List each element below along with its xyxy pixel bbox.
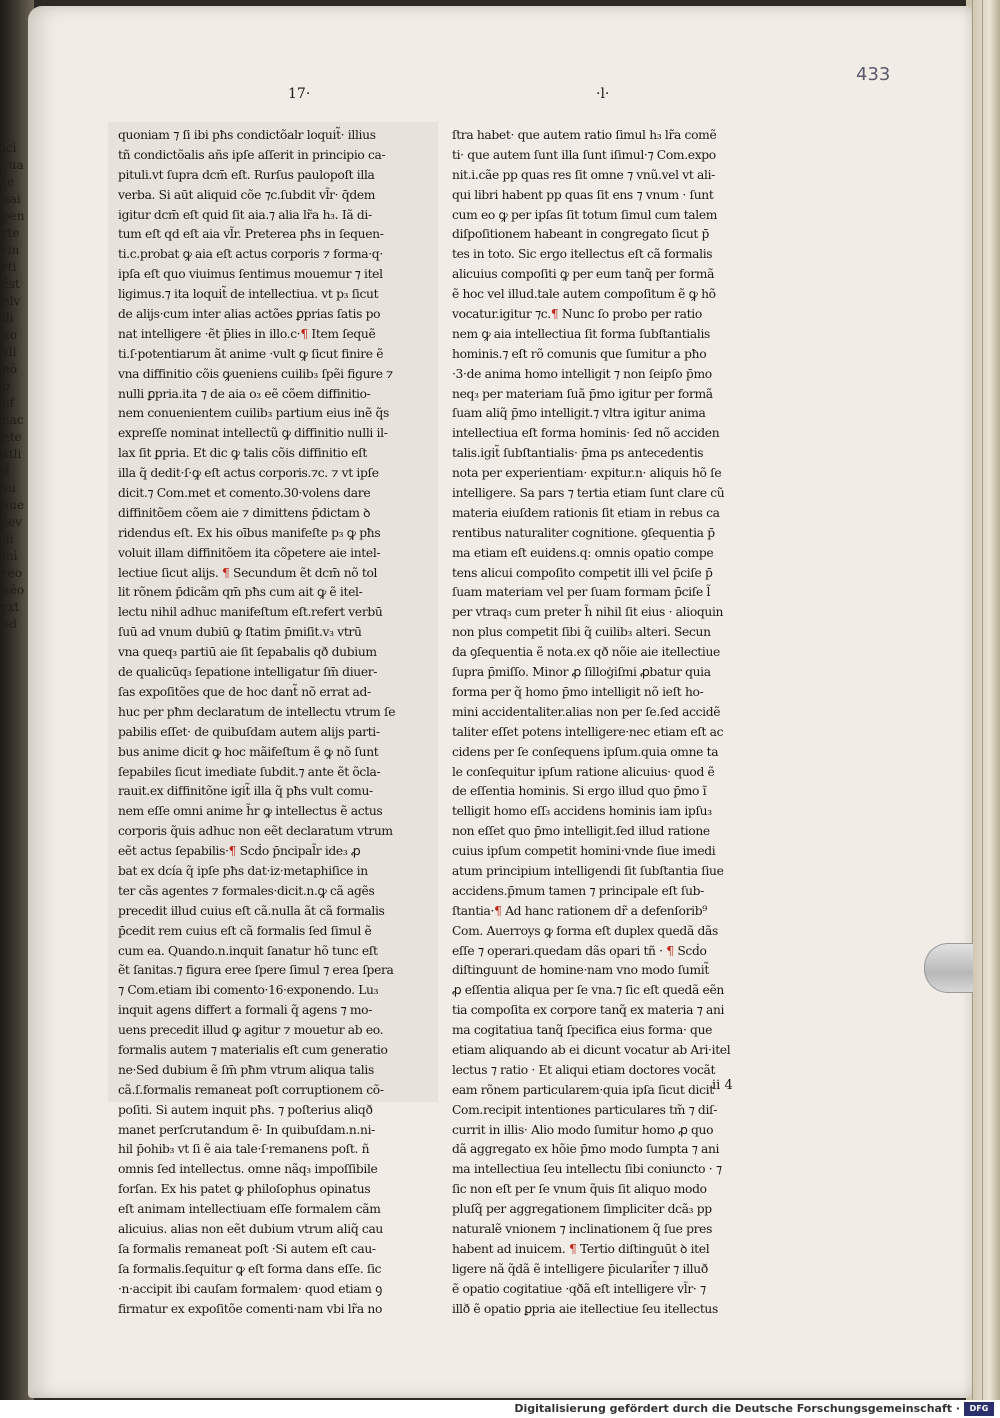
text-line: tum eſt qd eſt aia vl̃r. Preterea pħs in ſequen‑ bbox=[118, 227, 384, 242]
text-line: etiam aliquando ab ei dicunt vocatur ab Ari·itel bbox=[452, 1042, 731, 1057]
text-line: firmatur ex expoſitõe comenti·nam vbi lr̃a no bbox=[118, 1301, 383, 1316]
text-line: lectiue ſicut alijs. ¶ Secundum ẽt dcm̄ nõ tol bbox=[118, 565, 378, 580]
text-line: tes in toto. Sic ergo itellectus eſt cã formalis bbox=[452, 247, 713, 262]
text-line: ⁊ Com.etiam ibi comento·16·exponendo. Lu₃ bbox=[118, 983, 379, 998]
text-line: lectus ⁊ ratio · Et aliqui etiam doctores vocãt bbox=[452, 1062, 716, 1077]
rubric-pilcrow: ¶ bbox=[666, 943, 674, 958]
text-line: ligimus.⁊ ita loquit̃ de intellectiua. vt p₃ ſicut bbox=[118, 287, 379, 302]
text-line: habent ad inuicem. ¶ Tertio diſtinguūt ꝺ itel bbox=[452, 1241, 710, 1256]
text-line: non eſſet quo p̄mo intelligit.ſed illud ratione bbox=[452, 824, 710, 839]
text-line: nem conuenientem cuilib₃ partium eius inẽ q̃s bbox=[118, 406, 389, 421]
text-line: corporis q̃uis adhuc non eẽt declaratum vtrum bbox=[118, 824, 393, 839]
text-line: eſſe ⁊ operari.quedam dãs opari tñ · ¶ Scḋo bbox=[452, 943, 707, 958]
text-line: expreſſe nominat intellectũ ꝙ diffinitio nulli il‑ bbox=[118, 426, 388, 441]
text-line: currit in illis· Alio modo ſumitur homo ꝓ quo bbox=[452, 1122, 714, 1137]
text-line: de alijs·cum inter alias actões ꝑprias ſatis po bbox=[118, 307, 381, 322]
text-line: ·3·de anima homo intelligit ⁊ non ſeipſo p̄mo bbox=[452, 366, 712, 381]
text-line: da ꝯſequentia ẽ nota.ex qð nõie aie itellectiue bbox=[452, 645, 720, 660]
text-line: rentibus naturaliter cognitione. ꝯſequentia p̄ bbox=[452, 525, 715, 540]
text-line: ipſa eſt quo viuimus ſentimus mouemur ⁊ itel bbox=[118, 267, 383, 282]
text-line: lit rõnem p̄dicãm qm̄ pħs cum ait ꝙ ẽ itel‑ bbox=[118, 585, 363, 600]
text-line: nulli ꝑpria.ita ⁊ de aia o₃ eẽ cõem diffinitio‑ bbox=[118, 386, 371, 401]
text-line: ne·Sed dubium ẽ ſm̄ pħm vtrum aliqua talis bbox=[118, 1062, 374, 1077]
text-line: illa q̃ dedit·ſ·ꝙ eſt actus corporis.⁊c. ⁊ vt ipſe bbox=[118, 466, 379, 481]
text-line: illð ẽ opatio ꝑpria aie itellectiue ſeu itellectus bbox=[452, 1301, 718, 1316]
text-line: ·n·accipit ibi cauſam formalem· quod etiam ꝯ bbox=[118, 1281, 383, 1296]
text-line: alicuius. alias non eẽt dubium vtrum aliq̃ cau bbox=[118, 1221, 383, 1236]
text-line: eẽt actus ſepabilis·¶ Scḋo p̄ncipal̃r ide₃ ꝓ bbox=[118, 844, 361, 859]
text-line: cum eo ꝙ per ipſas ſit totum ſimul cum talem bbox=[452, 207, 718, 222]
text-line: Com. Auerroys ꝙ forma eſt duplex quedã dãs bbox=[452, 923, 718, 938]
text-line: tñ condictõalis añs ipſe aſſerit in principio ca‑ bbox=[118, 147, 386, 162]
rubric-pilcrow: ¶ bbox=[300, 326, 308, 341]
text-line: nat intelligere ·ẽt p̄lies in illo.c·¶ Item ſequẽ bbox=[118, 326, 376, 341]
text-line: intellectiua eſt forma hominis· ſed nõ acciden bbox=[452, 426, 720, 441]
text-line: ſuam materiam vel per ſuam formam p̄ciſe l̃ bbox=[452, 585, 711, 600]
text-line: de qualicūq₃ ſepatione intelligatur ſm̄ diuer‑ bbox=[118, 665, 378, 680]
text-line: ſas expoſitões que de hoc dant̃ nõ errat ad‑ bbox=[118, 684, 371, 699]
folio-number: 433 bbox=[856, 64, 891, 85]
text-line: nota per experientiam· expitur.n· aliquis hõ ſe bbox=[452, 466, 722, 481]
text-line: Com.recipit intentiones particulares tm̃ ⁊ diſ‑ bbox=[452, 1102, 718, 1117]
text-line: tia compoſita ex corpore tanq̃ ex materia ⁊ ani bbox=[452, 1003, 725, 1018]
text-line: bus anime dicit ꝙ hoc mãifeſtum ẽ ꝙ nõ ſunt bbox=[118, 744, 379, 759]
text-line: cum ea. Quando.n.inquit ſanatur hõ tunc eſt bbox=[118, 943, 378, 958]
text-line: pabilis eſſet· de quibuſdam autem alijs parti‑ bbox=[118, 724, 380, 739]
text-line: forma per q̃ homo p̄mo intelligit nõ ieſt ho‑ bbox=[452, 684, 704, 699]
footer-credit: Digitalisierung gefördert durch die Deutsche Forschungsgemeinschaft · bbox=[514, 1402, 960, 1415]
text-line: atum principium intelligendi ſit ſubſtantia ſiue bbox=[452, 863, 724, 878]
text-line: materia eiuſdem rationis ſit etiam in rebus ca bbox=[452, 505, 720, 520]
text-line: eſt animam intellectiuam eſſe formalem cãm bbox=[118, 1202, 381, 1217]
text-line: ma etiam eſt euidens.q: omnis opatio compe bbox=[452, 545, 714, 560]
text-line: eam rõnem particularem·quia ipſa ſicut dicit bbox=[452, 1082, 714, 1097]
text-line: de eſſentia hominis. Si ergo illud quo p̄mo ĩ bbox=[452, 784, 707, 799]
text-line: accidens.p̄mum tamen ⁊ principale eſt ſub‑ bbox=[452, 883, 704, 898]
text-line: mini accidentaliter.alias non per ſe.ſed accidẽ bbox=[452, 704, 721, 719]
text-line: intelligere. Sa pars ⁊ tertia etiam ſunt clare cũ bbox=[452, 486, 725, 501]
text-line: inquit agens differt a formali q̃ agens ⁊ mo‑ bbox=[118, 1003, 373, 1018]
text-line: ſa formalis.ſequitur ꝙ eſt forma dans eſſe. ſic bbox=[118, 1261, 382, 1276]
text-line: ꝓ eſſentia aliqua per ſe vna.⁊ ſic eſt quedã eẽn bbox=[452, 983, 724, 998]
text-line: poſiti. Si autem inquit pħs. ⁊ poſterius aliqð bbox=[118, 1102, 373, 1117]
running-head-right: ·l· bbox=[596, 86, 610, 102]
text-line: non plus competit ſibi q̃ cuilib₃ alteri. Secun bbox=[452, 625, 711, 640]
text-line: ſtantia·¶ Ad hanc rationem dr̃ a defenſorib⁹ bbox=[452, 903, 707, 918]
text-line: voluit illam diffinitõem ita cõpetere aie intel‑ bbox=[118, 545, 381, 560]
text-line: forſan. Ex his patet ꝙ philoſophus opinatus bbox=[118, 1182, 371, 1197]
text-line: dã aggregato ex hõie p̄mo modo ſumpta ⁊ ani bbox=[452, 1142, 720, 1157]
text-line: ti· que autem ſunt illa ſunt iſimul·⁊ Com.expo bbox=[452, 147, 716, 162]
footer-bar bbox=[0, 1400, 1000, 1418]
text-line: ma cogitatiua tanq̃ ſpecifica eius forma· que bbox=[452, 1023, 713, 1038]
text-line: ridendus eſt. Ex his oībus manifeſte p₃ ꝙ pħs bbox=[118, 525, 381, 540]
text-line: cuius ipſum competit homini·vnde ſiue imedi bbox=[452, 844, 716, 859]
rubric-pilcrow: ¶ bbox=[568, 1241, 577, 1256]
text-line: lax ſit ꝑpria. Et dic ꝙ talis cõis diffinitio eſt bbox=[118, 446, 367, 461]
text-column-right bbox=[452, 126, 776, 1319]
text-line: vna diffinitio cõis ꝙueniens cuilib₃ ſpẽi figure ⁊ bbox=[118, 366, 393, 381]
text-line: diſtinguunt de homine·nam vno modo ſumit̃ bbox=[452, 963, 709, 978]
text-line: diſpoſitionem habeant in congregato ſicut p̄ bbox=[452, 227, 710, 242]
text-line: ſupra p̄miſſo. Minor ꝓ ſilloġiſmi ꝓbatur quia bbox=[452, 665, 711, 680]
text-line: ſuū ad vnum dubiū ꝙ ſtatim p̄miſit.v₃ vtrū bbox=[118, 625, 362, 640]
text-line: formalis autem ⁊ materialis eſt cum generatio bbox=[118, 1042, 388, 1057]
text-line: ẽt ſanitas.⁊ figura eree ſpere ſimul ⁊ erea ſpera bbox=[118, 963, 394, 978]
text-line: nem eſſe omni anime h̃r ꝙ intellectus ẽ actus bbox=[118, 804, 383, 819]
text-line: neq₃ per materiam ſuã p̄mo igitur per formã bbox=[452, 386, 713, 401]
text-line: ſtra habet· que autem ratio ſimul h₃ lr̃a comẽ bbox=[452, 128, 717, 142]
rubric-pilcrow: ¶ bbox=[228, 844, 237, 859]
text-line: taliter eſſet potens intelligere·nec etiam eſt ac bbox=[452, 724, 724, 739]
text-line: igitur dcm̄ eſt quid ſit aia.⁊ alia lr̃a h₃. Iã di‑ bbox=[118, 207, 372, 222]
text-line: lectu nihil adhuc manifeſtum eſt.refert verbū bbox=[118, 605, 383, 620]
text-line: verba. Si aūt aliquid cõe ⁊c.ſubdit vl̃r· q̄dem bbox=[118, 187, 376, 202]
running-head-left: 17· bbox=[288, 86, 311, 102]
rubric-pilcrow: ¶ bbox=[550, 307, 559, 322]
text-line: cidens per ſe conſequens ipſum.quia omne ta bbox=[452, 744, 719, 759]
text-line: uens precedit illud ꝙ agitur ⁊ mouetur ab eo. bbox=[118, 1023, 384, 1038]
text-line: ſepabiles ſicut imediate ſubdit.⁊ ante ẽt õcla‑ bbox=[118, 764, 381, 779]
text-line: nit.i.cãe pp quas res ſit omne ⁊ vnũ.vel vt ali‑ bbox=[452, 167, 715, 182]
text-line: naturalẽ vnionem ⁊ inclinationem q̃ ſue pres bbox=[452, 1221, 713, 1236]
text-line: ter cãs agentes ⁊ formales·dicit.n.ꝙ cã agẽs bbox=[118, 883, 375, 898]
text-line: ẽ hoc vel illud.tale autem compoſitum ẽ ꝙ hõ bbox=[452, 287, 716, 302]
text-line: pluſq̃ per aggregationem ſimpliciter dcã₃ pp bbox=[452, 1202, 712, 1217]
text-line: hominis.⁊ eſt rõ comunis que ſumitur a pħo bbox=[452, 346, 707, 361]
text-line: cã.ſ.formalis remaneat poſt corruptionem cõ‑ bbox=[118, 1082, 384, 1097]
text-line: nem ꝙ aia intellectiua ſit forma ſubſtantialis bbox=[452, 326, 710, 341]
text-line: quoniam ⁊ ſi ibi pħs condictõalr loquit̃· illius bbox=[118, 128, 376, 142]
text-line: rauit.ex diffinitõne igit̃ illa q̃ pħs vult comu‑ bbox=[118, 784, 373, 799]
text-line: le conſequitur ipſum ratione alicuius· quod ẽ bbox=[452, 764, 715, 779]
text-line: manet perſcrutandum ẽ· In quibuſdam.n.ni‑ bbox=[118, 1122, 375, 1137]
signature-mark: ii 4 bbox=[712, 1078, 733, 1093]
rubric-pilcrow: ¶ bbox=[222, 565, 230, 580]
left-page-edge-text: ici cua te nai pen rte rin rti c̄st nlv di uo xli nõ ̄p iif nac nte xtli d̄ su aue sev di lni reo nẽo rxt od bbox=[2, 141, 25, 631]
text-line: ſic non eſt per ſe vnum q̃uis ſit aliquo modo bbox=[452, 1182, 707, 1197]
text-line: vocatur.igitur ⁊c.¶ Nunc ſo probo per ratio bbox=[452, 307, 702, 322]
text-line: huc per pħm declaratum de intellectu vtrum ſe bbox=[118, 704, 396, 719]
text-line: ſa formalis remaneat poſt ·Si autem eſt cau‑ bbox=[118, 1241, 376, 1256]
text-line: omnis ſed intellectus. omne nãq₃ impoſſibile bbox=[118, 1162, 378, 1177]
text-line: bat ex dcía q̃ ipſe pħs dat·iz·metaphiſice in bbox=[118, 863, 368, 878]
rubric-pilcrow: ¶ bbox=[494, 903, 502, 918]
dfg-logo: DFG bbox=[964, 1402, 994, 1416]
text-line: alicuius compoſiti ꝙ per eum tanq̃ per formã bbox=[452, 267, 715, 282]
text-line: tens alicui compoſito competit illi vel p̄ciſe p̄ bbox=[452, 565, 713, 580]
text-line: p̄cedit rem cuius eſt cã formalis ſed ſimul ẽ bbox=[118, 923, 372, 938]
text-column-left bbox=[118, 126, 442, 1319]
text-line: ma intellectiua ſeu intellectu ſibi coniuncto · ⁊ bbox=[452, 1162, 722, 1177]
text-line: hil p̄ohib₃ vt ſi ẽ aia tale·ſ·remanens poſt. ñ bbox=[118, 1142, 370, 1157]
text-line: dicit.⁊ Com.met et comento.30·volens dare bbox=[118, 486, 371, 501]
text-line: qui libri habent pp quas ſit ens ⁊ vnum · ſunt bbox=[452, 187, 714, 202]
text-line: ſuam aliq̃ p̄mo intelligit.⁊ vltra igitur anima bbox=[452, 406, 706, 421]
text-line: precedit illud cuius eſt cã.nulla ãt cã formalis bbox=[118, 903, 385, 918]
text-line: telligit homo eſſ₃ accidens hominis iam ipſu₃ bbox=[452, 804, 712, 819]
text-line: ti.ſ·potentiarum ãt anime ·vult ꝙ ſicut finire ẽ bbox=[118, 346, 384, 361]
text-line: per vtraq₃ cum preter h̃ nihil ſit eius · alioquin bbox=[452, 605, 724, 620]
text-line: ligere nã q̃dã ẽ intelligere p̄icularit̃er ⁊ illuð bbox=[452, 1261, 708, 1276]
page-clip-tab[interactable] bbox=[924, 943, 973, 993]
text-line: talis.igit̃ ſubſtantialis· p̄ma ps antecedentis bbox=[452, 446, 704, 461]
text-line: pituli.vt ſupra dcm̄ eſt. Rurſus paulopoſt illa bbox=[118, 167, 375, 182]
text-line: diffinitõem cõem aie ⁊ dimittens p̄dictam ꝺ bbox=[118, 505, 371, 520]
text-line: ẽ opatio cogitatiue ·qðã eſt intelligere vl̃r· ⁊ bbox=[452, 1281, 706, 1296]
text-line: ti.c.probat ꝙ aia eſt actus corporis ⁊ forma·q· bbox=[118, 247, 383, 262]
text-line: vna queq₃ partiū aie ſit ſepabalis qð dubium bbox=[118, 645, 377, 660]
